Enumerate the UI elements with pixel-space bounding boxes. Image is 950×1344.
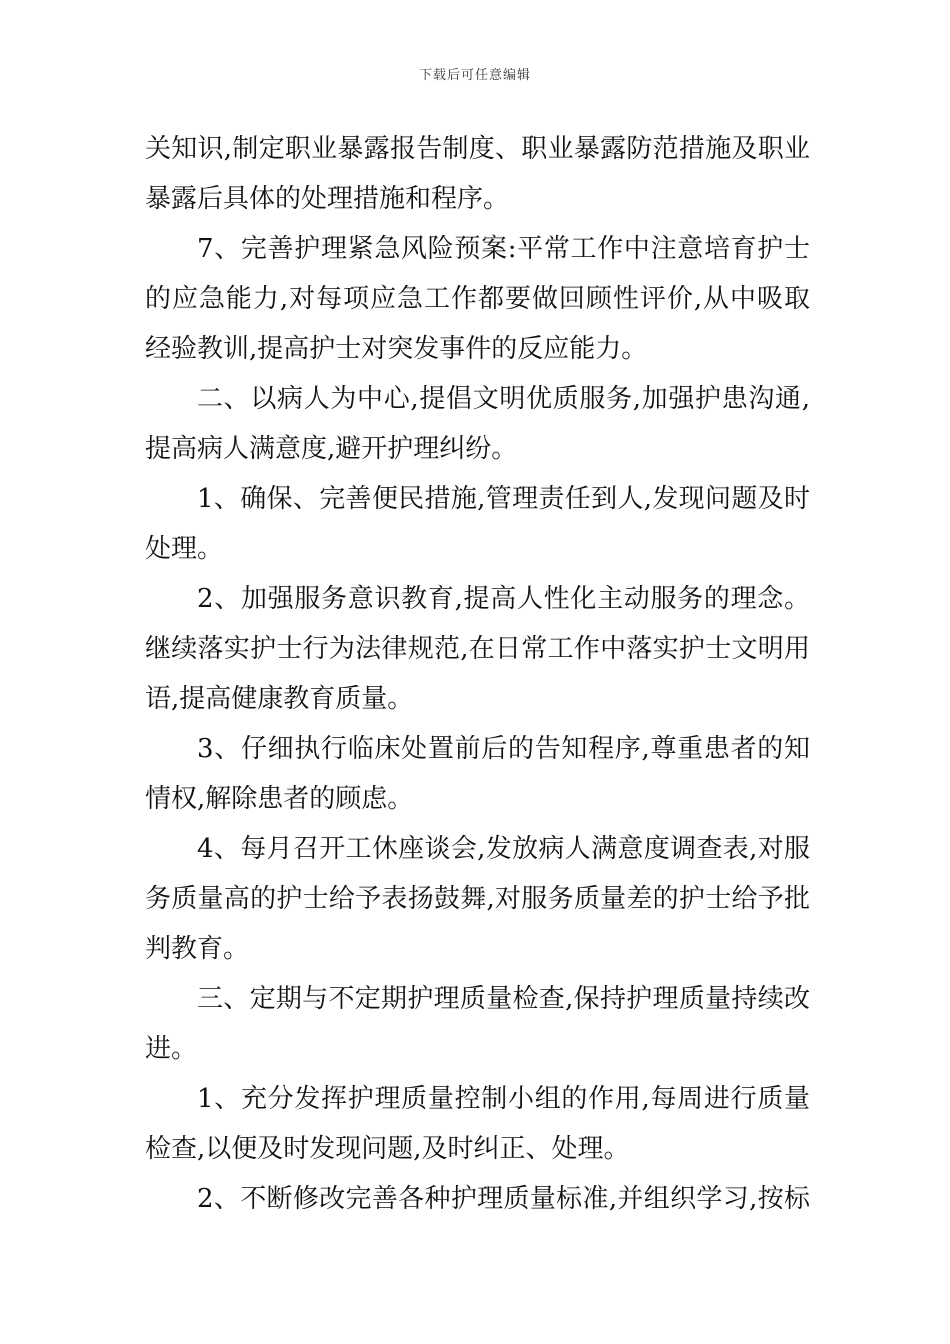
text-line: 二、以病人为中心,提倡文明优质服务,加强护患沟通, [197, 384, 810, 414]
text-line: 判教育。 [145, 934, 250, 964]
text-line: 关知识,制定职业暴露报告制度、职业暴露防范措施及职业 [145, 134, 810, 164]
text-line: 的应急能力,对每项应急工作都要做回顾性评价,从中吸取 [145, 284, 810, 314]
text-line: 处理。 [145, 534, 224, 564]
text-line: 进。 [145, 1034, 198, 1064]
text-line: 检查,以便及时发现问题,及时纠正、处理。 [145, 1134, 630, 1164]
text-line: 暴露后具体的处理措施和程序。 [145, 184, 510, 214]
text-line: 经验教训,提高护士对突发事件的反应能力。 [145, 334, 648, 364]
text-line: 三、定期与不定期护理质量检查,保持护理质量持续改 [197, 984, 810, 1014]
text-line: 7、完善护理紧急风险预案:平常工作中注意培育护士 [197, 234, 810, 264]
text-line: 2、不断修改完善各种护理质量标准,并组织学习,按标 [197, 1184, 810, 1214]
page-header: 下载后可任意编辑 [418, 68, 531, 83]
document-body [145, 124, 810, 1224]
text-line: 4、每月召开工休座谈会,发放病人满意度调查表,对服 [197, 834, 810, 864]
text-line: 1、确保、完善便民措施,管理责任到人,发现问题及时 [197, 484, 810, 514]
text-line: 语,提高健康教育质量。 [145, 684, 414, 714]
text-line: 2、加强服务意识教育,提高人性化主动服务的理念。 [197, 584, 810, 614]
text-line: 提高病人满意度,避开护理纠纷。 [145, 434, 518, 464]
text-line: 1、充分发挥护理质量控制小组的作用,每周进行质量 [197, 1084, 810, 1114]
text-line: 务质量高的护士给予表扬鼓舞,对服务质量差的护士给予批 [145, 884, 810, 914]
text-line: 情权,解除患者的顾虑。 [145, 784, 414, 814]
text-line: 3、仔细执行临床处置前后的告知程序,尊重患者的知 [197, 734, 810, 764]
text-line: 继续落实护士行为法律规范,在日常工作中落实护士文明用 [145, 634, 810, 664]
